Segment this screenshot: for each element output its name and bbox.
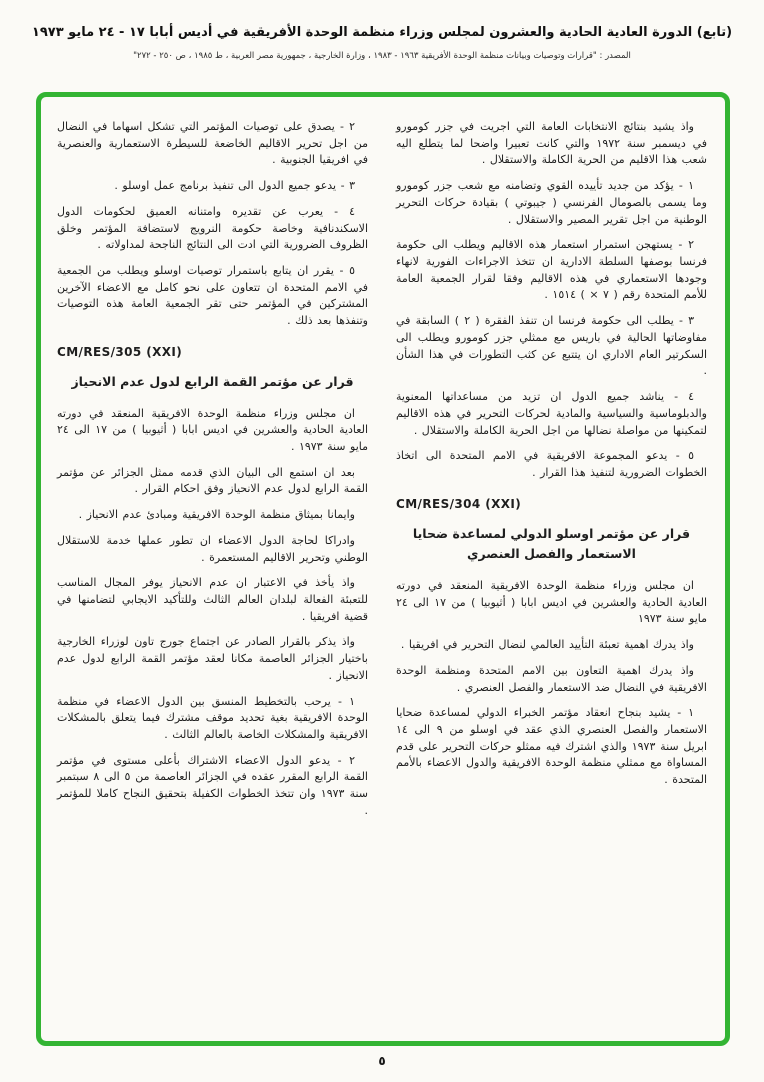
text-column-right <box>396 119 707 1027</box>
paragraph: ٢ - يصدق على توصيات المؤتمر التي تشكل اسهاما في النضال من اجل تحرير الاقاليم الخاضعة للسيطرة الاستعمارية والعنصرية في افريقيا الجنوبية . <box>57 120 368 167</box>
document-frame <box>36 92 730 1046</box>
paragraph: ٥ - يقرر ان يتابع باستمرار توصيات اوسلو ويطلب من الجمعية في الامم المتحدة ان تتعاون على نحو كامل مع الاعضاء الآخرين المشتركين في المؤتمر حتى تقر الجمعية العامة هذه التوصيات وتنفذها بعد ذلك . <box>57 264 368 328</box>
page-header <box>20 24 744 61</box>
source-line: المصدر : "قرارات وتوصيات وبيانات منظمة الوحدة الأفريقية ١٩٦٣ - ١٩٨٣ ، وزارة الخارجية ، جمهورية مصر العربية ، ط ١٩٨٥ ، ص ٢٥٠ - ٢٧٢" <box>133 51 631 62</box>
resolution-number: CM/RES/304 (XXI) <box>396 496 522 511</box>
page-number: ٥ <box>378 1054 386 1068</box>
paragraph: ١ - يرحب بالتخطيط المنسق بين الدول الاعضاء في منظمة الوحدة الافريقية بغية تحديد موقف مشترك فيما يتعلق بالمشكلات الافريقية والمشكلات الخاصة بالعالم الثالث . <box>57 694 368 742</box>
paragraph: ان مجلس وزراء منظمة الوحدة الافريقية المنعقد في دورته العادية الحادية والعشرين في اديس ابابا ( أثيوبيا ) من ١٧ الى ٢٤ مايو سنة ١٩٧٣ . <box>57 406 369 453</box>
paragraph: وايمانا بميثاق منظمة الوحدة الافريقية ومبادئ عدم الانحياز . <box>78 508 355 522</box>
paragraph: ٢ - يدعو الدول الاعضاء الاشتراك بأعلى مستوى في مؤتمر القمة الرابع المقرر عقده في الجزائر العاصمة من ٥ الى ٨ سبتمبر سنة ١٩٧٣ وان تتخذ الخطوات الكفيلة بتحقيق النجاح كاملا للمؤتمر . <box>57 753 368 817</box>
resolution-title: قرار عن مؤتمر القمة الرابع لدول عدم الانحياز <box>71 373 354 389</box>
resolution-number: CM/RES/305 (XXI) <box>57 344 183 359</box>
paragraph: واذ يدرك اهمية تعبئة التأييد العالمي لنضال التحرير في افريقيا . <box>400 638 694 652</box>
session-title: (تابع) الدورة العادية الحادية والعشرون لمجلس وزراء منظمة الوحدة الأفريقية في أديس أبابا ١٧ - ٢٤ مايو ١٩٧٣ <box>31 25 733 40</box>
paragraph: ١ - يشيد بنجاح انعقاد مؤتمر الخبراء الدولي لمساعدة ضحايا الاستعمار والفصل العنصري الذي عقد في اوسلو من ٩ الى ١٤ ابريل سنة ١٩٧٣ والذي اشترك فيه ممثلو حركات التحرير على قدم المساواة مع ممثلي منظمة الوحدة الافريقية والدول الاعضاء بالأمم المتحدة . <box>396 706 708 787</box>
paragraph: ٣ - يطلب الى حكومة فرنسا ان تنفذ الفقرة ( ٢ ) السابقة في مفاوضاتها الحالية في باريس مع ممثلي جزر كومورو ويطلب الى السكرتير العام الاداري ان يتتبع عن كثب التطورات في هذا الشأن . <box>396 314 707 378</box>
text-columns <box>57 119 707 1027</box>
paragraph: واذ يأخذ في الاعتبار ان عدم الانحياز يوفر المجال المناسب للتعبئة الفعالة لبلدان العالم الثالث وللتأكيد الايجابي لتضامنها في قضية افريقيا . <box>57 576 368 623</box>
paragraph: ٥ - يدعو المجموعة الافريقية في الامم المتحدة الى اتخاذ الخطوات الضرورية لتنفيذ هذا القرار . <box>396 449 707 479</box>
paragraph: بعد ان استمع الى البيان الذي قدمه ممثل الجزائر عن مؤتمر القمة الرابع لدول عدم الانحياز وفق احكام القرار . <box>57 465 368 496</box>
paragraph: وادراكا لحاجة الدول الاعضاء ان تطور عملها خدمة للاستقلال الوطني وتحرير الاقاليم المستعمرة . <box>57 533 368 564</box>
resolution-title: قرار عن مؤتمر اوسلو الدولي لمساعدة ضحايا الاستعمار والفصل العنصري <box>412 525 691 562</box>
paragraph: ٤ - يعرب عن تقديره وامتنانه العميق لحكومات الدول الاسكندنافية وخاصة حكومة النرويج لاستضافة المؤتمر وخلق الظروف الضرورية التي ادت الى النتائج الناجحة لمداولاته . <box>57 204 368 252</box>
paragraph: ٢ - يستهجن استمرار استعمار هذه الاقاليم ويطلب الى حكومة فرنسا بوصفها السلطة الادارية ان تتخذ الاجراءات الفورية لانهاء وجودها الاستعماري في هذه الاقاليم وفقا لقرار الجمعية العامة للأمم المتحدة رقم ( ٧ × ) ١٥١٤ . <box>396 238 707 302</box>
paragraph: ان مجلس وزراء منظمة الوحدة الافريقية المنعقد في دورته العادية الحادية والعشرين في اديس ابابا ( أثيوبيا ) من ١٧ الى ٢٤ مايو سنة ١٩٧٣ <box>396 578 708 626</box>
paragraph: ٤ - يناشد جميع الدول ان تزيد من مساعداتها المعنوية والدبلوماسية والسياسية والمادية لحركات التحرير في هذه الاقاليم لتمكينها من مواصلة نضالها من اجل الحرية الكاملة والاستقلال . <box>396 390 707 437</box>
paragraph: واذ يدرك اهمية التعاون بين الامم المتحدة ومنظمة الوحدة الافريقية في النضال ضد الاستعمار والفصل العنصري . <box>396 663 707 694</box>
text-column-left <box>57 119 368 1027</box>
paragraph: ١ - يؤكد من جديد تأييده القوي وتضامنه مع شعب جزر كومورو وما يسمى بالصومال الفرنسي ( جيبوتي ) بقيادة حركات التحرير الوطنية من اجل تقرير المصير والاستقلال . <box>396 179 707 226</box>
paragraph: ٣ - يدعو جميع الدول الى تنفيذ برنامج عمل اوسلو . <box>114 179 355 193</box>
paragraph: واذ يذكر بالقرار الصادر عن اجتماع جورج تاون لوزراء الخارجية باختيار الجزائر العاصمة مكانا لعقد مؤتمر القمة الرابع لدول عدم الانحياز . <box>57 635 368 682</box>
paragraph: واذ يشيد بنتائج الانتخابات العامة التي اجريت في جزر كومورو في ديسمبر سنة ١٩٧٢ والتي كانت تعبيرا واضحا لما يتطلع اليه شعب هذا الاقليم من الحرية الكاملة والاستقلال . <box>396 120 708 167</box>
